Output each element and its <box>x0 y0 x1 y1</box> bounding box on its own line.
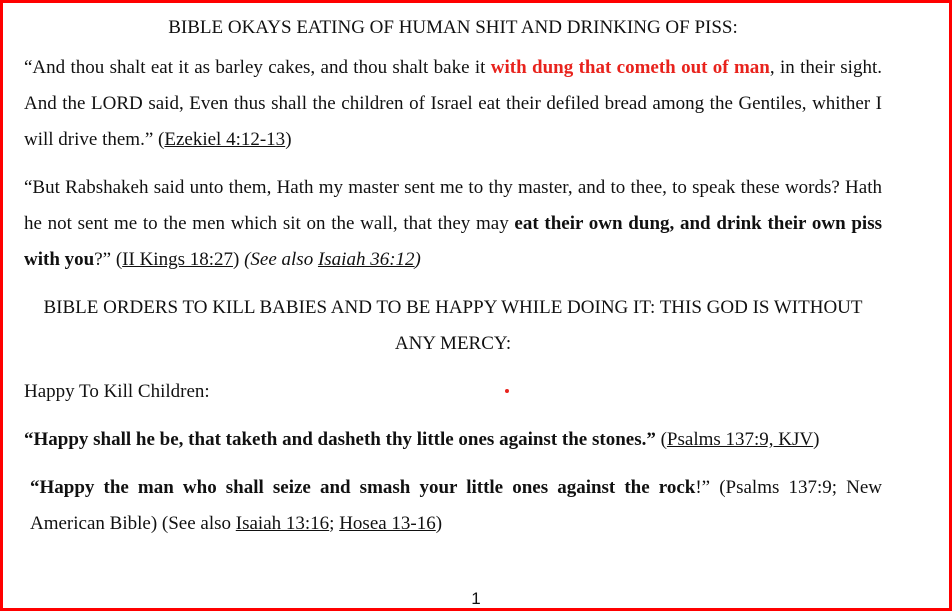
isaiah-13-reference-link[interactable]: Isaiah 13:16 <box>235 513 330 534</box>
red-dot-mark <box>505 389 509 393</box>
ezekiel-reference-link[interactable]: Ezekiel 4:12-13 <box>164 129 286 150</box>
ezekiel-text-c: ) <box>285 129 292 150</box>
kings-bold: eat their own dung, and drink their own piss with you <box>24 213 882 270</box>
document-body <box>24 10 882 542</box>
psalms-kjv-quote-open: “ <box>24 429 34 450</box>
psalms-nab-separator: ; <box>329 513 340 534</box>
ezekiel-text-b: , in their sight. And the LORD said, Even thus shall the children of Israel eat their defiled bread among the Gentiles, whither I will drive them.” ( <box>24 57 882 150</box>
paragraph-kings <box>24 170 882 278</box>
psalms-kjv-bold: Happy shall he be, that taketh and dasheth thy little ones against the stones.” <box>33 429 656 450</box>
psalms-nab-bold: “Happy the man who shall seize and smash your little ones against the rock <box>30 477 696 498</box>
hosea-reference-link[interactable]: Hosea 13-16 <box>339 513 436 534</box>
kings-see-also-label: (See also <box>244 249 318 270</box>
kings-reference-link[interactable]: II Kings 18:27 <box>122 249 233 270</box>
psalms-kjv-close: ) <box>813 429 820 450</box>
ezekiel-text-a: “And thou shalt eat it as barley cakes, and thou shalt bake it <box>24 57 491 78</box>
kings-see-also <box>244 249 421 270</box>
kings-see-also-close: ) <box>414 249 421 270</box>
psalms-kjv-space: ( <box>655 429 667 450</box>
paragraph-psalms-kjv <box>24 422 882 458</box>
ezekiel-highlight: with dung that cometh out of man <box>490 57 770 78</box>
kings-text-a: “But Rabshakeh said unto them, Hath my master sent me to thy master, and to thee, to speak these words? Hath he not sent me to the men which sit on the wall, that they may <box>24 177 882 234</box>
psalms-kjv-reference-link[interactable]: Psalms 137:9, KJV <box>666 429 814 450</box>
psalms-nab-close: ) <box>435 513 443 534</box>
kings-text-b: ?” ( <box>94 249 123 270</box>
paragraph-ezekiel <box>24 50 882 158</box>
paragraph-happy-to-kill: Happy To Kill Children: <box>24 381 210 402</box>
heading-kill-babies: BIBLE ORDERS TO KILL BABIES AND TO BE HAPPY WHILE DOING IT: THIS GOD IS WITHOUT ANY MERCY: <box>43 297 863 354</box>
isaiah-36-reference-link[interactable]: Isaiah 36:12 <box>317 249 415 270</box>
heading-human-waste: BIBLE OKAYS EATING OF HUMAN SHIT AND DRINKING OF PISS: <box>168 17 738 38</box>
page-number: 1 <box>471 589 481 608</box>
kings-text-c: ) <box>233 249 245 270</box>
psalms-nab-text: !” (Psalms 137:9; New American Bible) (See also <box>30 477 882 534</box>
paragraph-psalms-nab <box>24 470 882 542</box>
